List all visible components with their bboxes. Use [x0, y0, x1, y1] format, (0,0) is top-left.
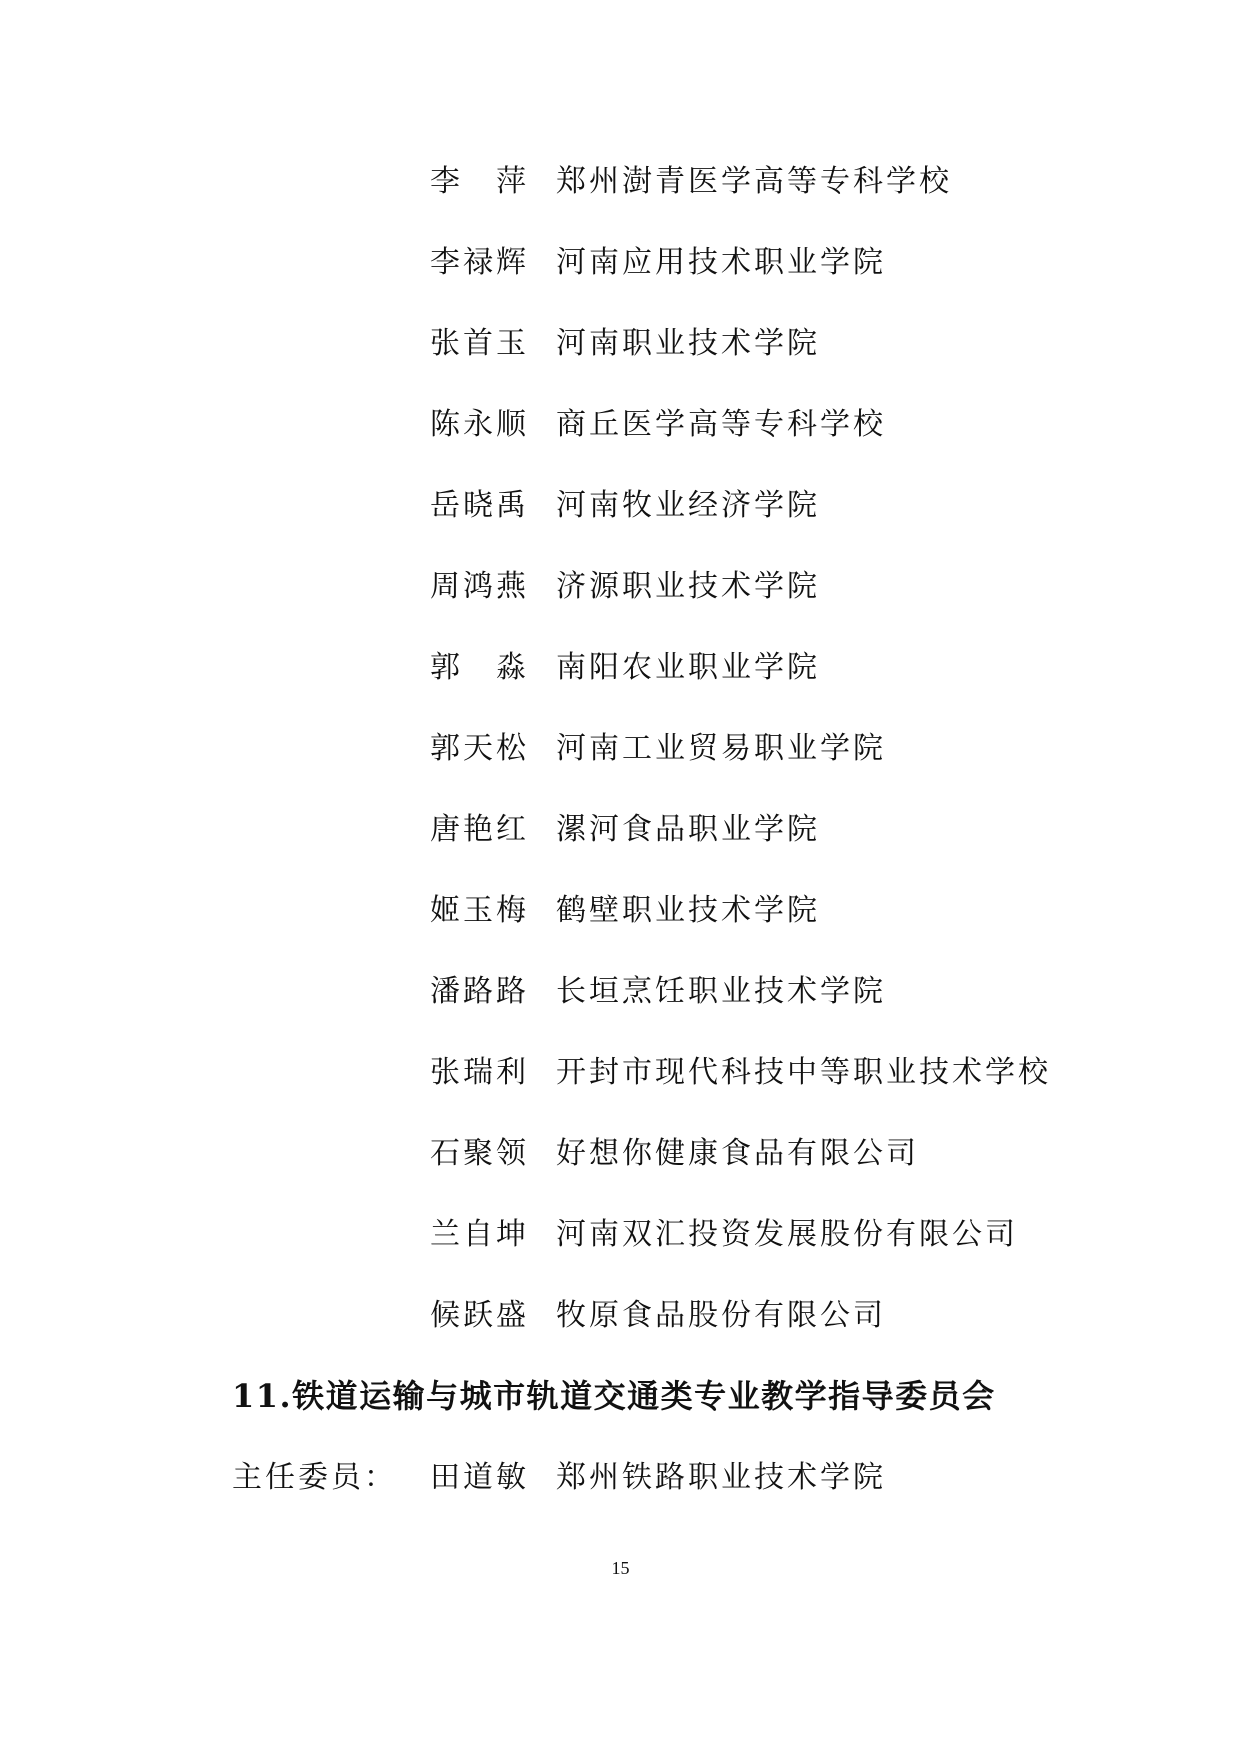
member-name: 姬玉梅 — [430, 893, 529, 928]
member-row — [0, 1051, 1241, 1095]
member-row — [0, 241, 1241, 285]
member-name: 潘路路 — [430, 974, 529, 1009]
member-organization: 济源职业技术学院 — [556, 569, 820, 604]
member-name: 张首玉 — [430, 326, 529, 361]
member-row — [0, 1213, 1241, 1257]
member-row — [0, 727, 1241, 771]
member-name: 唐艳红 — [430, 812, 529, 847]
member-row — [0, 646, 1241, 690]
member-row — [0, 808, 1241, 852]
member-row — [0, 484, 1241, 528]
member-name: 郭 淼 — [430, 650, 529, 685]
member-row — [0, 889, 1241, 933]
member-name: 李禄辉 — [430, 245, 529, 280]
member-name: 候跃盛 — [430, 1298, 529, 1333]
role-label: 主任委员： — [232, 1460, 397, 1495]
member-organization: 牧原食品股份有限公司 — [556, 1298, 886, 1333]
director-row — [0, 1456, 1241, 1500]
member-organization: 河南双汇投资发展股份有限公司 — [556, 1217, 1018, 1252]
director-name: 田道敏 — [430, 1460, 529, 1495]
member-name: 陈永顺 — [430, 407, 529, 442]
member-organization: 开封市现代科技中等职业技术学校 — [556, 1055, 1051, 1090]
member-organization: 漯河食品职业学院 — [556, 812, 820, 847]
member-organization: 好想你健康食品有限公司 — [556, 1136, 919, 1171]
member-row — [0, 160, 1241, 204]
section-heading: 11.铁道运输与城市轨道交通类专业教学指导委员会 — [232, 1377, 996, 1415]
director-organization: 郑州铁路职业技术学院 — [556, 1460, 886, 1495]
member-row — [0, 970, 1241, 1014]
member-organization: 河南牧业经济学院 — [556, 488, 820, 523]
member-name: 周鸿燕 — [430, 569, 529, 604]
member-organization: 长垣烹饪职业技术学院 — [556, 974, 886, 1009]
member-row — [0, 1294, 1241, 1338]
member-name: 兰自坤 — [430, 1217, 529, 1252]
member-organization: 商丘医学高等专科学校 — [556, 407, 886, 442]
member-organization: 河南工业贸易职业学院 — [556, 731, 886, 766]
member-organization: 南阳农业职业学院 — [556, 650, 820, 685]
member-name: 岳晓禹 — [430, 488, 529, 523]
member-row — [0, 565, 1241, 609]
member-organization: 郑州澍青医学高等专科学校 — [556, 164, 952, 199]
member-organization: 鹤壁职业技术学院 — [556, 893, 820, 928]
member-name: 郭天松 — [430, 731, 529, 766]
member-name: 张瑞利 — [430, 1055, 529, 1090]
page-number: 15 — [611, 1558, 630, 1578]
member-row — [0, 322, 1241, 366]
member-row — [0, 403, 1241, 447]
member-organization: 河南应用技术职业学院 — [556, 245, 886, 280]
member-name: 石聚领 — [430, 1136, 529, 1171]
member-name: 李 萍 — [430, 164, 529, 199]
member-row — [0, 1132, 1241, 1176]
member-organization: 河南职业技术学院 — [556, 326, 820, 361]
